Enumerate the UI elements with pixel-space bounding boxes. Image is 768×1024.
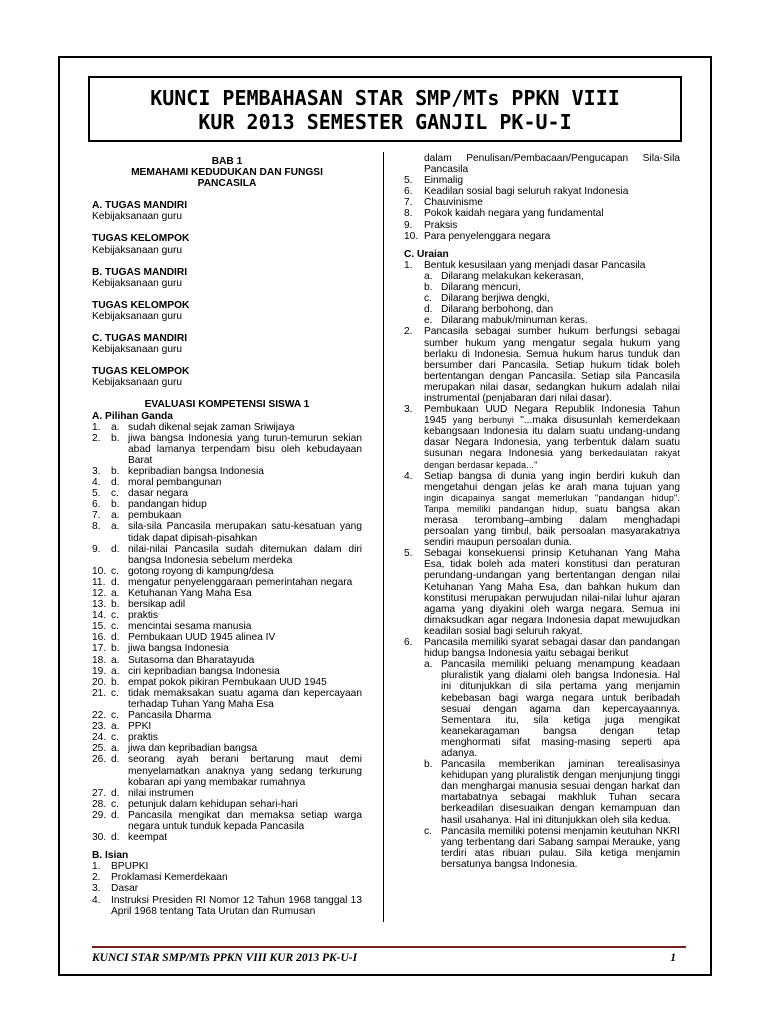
item-number: 30. xyxy=(92,832,107,844)
answer-text: bersikap adil xyxy=(128,599,186,611)
answer-letter: c. xyxy=(111,710,119,722)
item-number: 3. xyxy=(92,465,101,477)
title-line-2: KUR 2013 SEMESTER GANJIL PK-U-I xyxy=(198,110,572,134)
sub-text: Dilarang melakukan kekerasan, xyxy=(441,270,584,282)
pilihan-ganda-heading: A. Pilihan Ganda xyxy=(92,410,173,422)
answer-text: BPUPKI xyxy=(111,861,149,873)
answer-text: Chauvinisme xyxy=(424,197,483,209)
item-number: 3. xyxy=(92,883,101,895)
list-item xyxy=(92,883,362,894)
answer-text: moral pembangunan xyxy=(128,477,222,489)
answer-text: sudah dikenal sejak zaman Sriwijaya xyxy=(128,421,295,433)
list-item xyxy=(92,588,362,599)
uraian-item-1: 1. Bentuk kesusilaan yang menjadi dasar Pancasila xyxy=(404,260,680,271)
sub-letter: c. xyxy=(424,825,432,837)
item-number: 18. xyxy=(92,654,107,666)
sub-letter: b. xyxy=(424,759,433,771)
evaluation-title: EVALUASI KOMPETENSI SISWA 1 xyxy=(144,399,310,411)
item-number: 7. xyxy=(404,197,413,209)
answer-letter: d. xyxy=(111,543,120,555)
item-number: 23. xyxy=(92,721,107,733)
item-number: 5. xyxy=(404,175,413,187)
answer-text: mengatur penyelenggaraan pemerintahan negara xyxy=(128,576,353,588)
list-item xyxy=(92,433,362,466)
list-item xyxy=(92,499,362,510)
section-text: Kebijaksanaan guru xyxy=(92,344,183,356)
sub-text: Pancasila memiliki potensi menjamin keutuhan NKRI yang terbentang dari Sabang sampai Merauke, yang terdiri atas ribuan pulau. Sila ketiga menjamin bersatunya bangsa Indonesia. xyxy=(441,825,680,870)
sub-text: Dilarang berjiwa dengki, xyxy=(441,293,550,305)
item-number: 9. xyxy=(92,543,101,555)
section-list xyxy=(92,200,362,388)
spacer xyxy=(92,355,362,366)
answer-letter: c. xyxy=(111,610,119,622)
bab-number: BAB 1 xyxy=(211,156,243,167)
title-box xyxy=(88,76,682,142)
item-number: 4. xyxy=(92,477,101,489)
answer-text: jiwa bangsa Indonesia xyxy=(128,643,229,655)
item-number: 25. xyxy=(92,743,107,755)
answer-text: kepribadian bangsa Indonesia xyxy=(128,465,264,477)
sub-text: Dilarang mabuk/minuman keras. xyxy=(441,315,588,327)
item-number: 11. xyxy=(92,576,106,588)
answer-text: Sutasoma dan Bharatayuda xyxy=(128,654,255,666)
item-number: 12. xyxy=(92,588,107,599)
sub-text: Dilarang berbohong, dan xyxy=(441,304,554,316)
answer-letter: c. xyxy=(111,732,119,744)
list-item xyxy=(404,826,680,870)
answer-text: petunjuk dalam kehidupan sehari-hari xyxy=(128,798,298,810)
section-heading: TUGAS KELOMPOK xyxy=(92,299,190,311)
isian-continuation: dalam Penulisan/Pembacaan/Pengucapan Sila-Sila Pancasila xyxy=(424,153,680,176)
answer-text: Instruksi Presiden RI Nomor 12 Tahun 1968 tanggal 13 April 1968 tentang Tata Urutan dan Rumusan xyxy=(111,894,362,917)
item-number: 6. xyxy=(404,186,413,198)
uraian-text: Pancasila memiliki syarat sebagai dasar dan pandangan hidup bangsa Indonesia yaitu sebagai berikut xyxy=(424,637,680,660)
answer-text: pandangan hidup xyxy=(128,499,207,511)
answer-letter: d. xyxy=(111,477,120,489)
item-number: 1. xyxy=(92,861,101,873)
answer-text: nilai instrumen xyxy=(128,787,194,799)
answer-text: empat pokok pikiran Pembukaan UUD 1945 xyxy=(128,676,327,688)
footer-rule xyxy=(92,946,686,948)
uraian-item-4: 4. Setiap bangsa di dunia yang ingin berdiri kukuh dan mengetahui dengan jelas ke arah mana tujuan yang ingin dicapainya sangat memerlukan "pandangan hidup". Tanpa memiliki pandangan hidup, suatu bangsa akan merasa terombang–ambing dalam menghadapi persoalan yang timbul, baik persoalan masyarakatnya sendiri maupun persoalan dunia. xyxy=(404,470,680,549)
item-number: 29. xyxy=(92,809,107,821)
footer-text: KUNCI STAR SMP/MTs PPKN VIII KUR 2013 PK-U-I xyxy=(92,952,358,964)
answer-text: seorang ayah berani bertarung maut demi menyelamatkan anaknya yang sedang terkurung kobaran api yang membakar rumahnya xyxy=(128,754,362,788)
uraian-text: Sebagai konsekuensi prinsip Ketuhanan Yang Maha Esa, tidak boleh ada materi konstitusi dan peraturan perundang-undangan yang bertentangan dengan nilai Ketuhanan Yang Maha Esa, dan bahkan hukum dan konstitusi merupakan perwujudan nilai-nilai luhur ajaran agama yang diyakini oleh warga negara. Semua ini dimaksudkan agar negara Indonesia dapat mewujudkan keadilan sosial bagi seluruh rakyat. xyxy=(424,548,680,637)
bab-title-1: MEMAHAMI KEDUDUKAN DAN FUNGSI xyxy=(131,167,323,179)
list-item xyxy=(92,799,362,810)
uraian-1-sublist xyxy=(404,271,680,326)
answer-letter: b. xyxy=(111,465,120,477)
list-item xyxy=(404,271,680,282)
left-column xyxy=(92,156,362,917)
list-item xyxy=(404,759,680,826)
list-item xyxy=(404,220,680,231)
answer-text: jiwa dan kepribadian bangsa xyxy=(128,743,258,755)
item-number: 15. xyxy=(92,621,107,633)
uraian-item-2: 2. Pancasila sebagai sumber hukum berfungsi sebagai sumber hukum yang mengatur segala hukum yang berlaku di Indonesia. Semua hukum harus tunduk dan bersumber dari Pancasila. Setiap hukum tidak boleh bertentangan dengan Pancasila. Setiap sila Pancasila merupakan nilai dasar, sedangkan hukum adalah nilai instrumental (penjabaran dari nilai dasar). xyxy=(404,326,680,404)
right-column xyxy=(404,153,680,870)
sub-letter: d. xyxy=(424,304,433,316)
list-item xyxy=(92,566,362,577)
spacer xyxy=(92,843,362,850)
answer-text: Einmalig xyxy=(424,175,464,187)
list-item xyxy=(92,632,362,643)
list-item xyxy=(92,754,362,787)
list-item xyxy=(92,655,362,666)
list-item xyxy=(92,544,362,566)
answer-text: Proklamasi Kemerdekaan xyxy=(111,872,228,884)
list-item xyxy=(404,659,680,759)
answer-text: jiwa bangsa Indonesia yang turun-temurun sekian abad lamanya terpendam bisu oleh kebudayaan Barat xyxy=(128,432,362,466)
list-item xyxy=(92,688,362,710)
item-number: 13. xyxy=(92,599,107,611)
list-item xyxy=(92,510,362,521)
answer-letter: c. xyxy=(111,565,119,577)
answer-letter: c. xyxy=(111,488,119,500)
list-item xyxy=(92,832,362,843)
spacer xyxy=(92,322,362,333)
item-number: 6. xyxy=(92,499,101,511)
uraian-item-5: 5. Sebagai konsekuensi prinsip Ketuhanan Yang Maha Esa, tidak boleh ada materi konstitusi dan peraturan perundang-undangan yang bertentangan dengan nilai Ketuhanan Yang Maha Esa, dan bahkan hukum dan konstitusi merupakan perwujudan nilai-nilai luhur ajaran agama yang diyakini oleh warga negara. Semua ini dimaksudkan agar negara Indonesia dapat mewujudkan keadilan sosial bagi seluruh rakyat. xyxy=(404,548,680,637)
answer-text: ciri kepribadian bangsa Indonesia xyxy=(128,665,280,677)
uraian-text: Bentuk kesusilaan yang menjadi dasar Pancasila xyxy=(424,259,646,271)
uraian-item-6: 6. Pancasila memiliki syarat sebagai dasar dan pandangan hidup bangsa Indonesia yaitu sebagai berikut xyxy=(404,637,680,660)
isian-list xyxy=(92,861,362,916)
list-item xyxy=(92,743,362,754)
section-text: Kebijaksanaan guru xyxy=(92,310,183,322)
uraian-6-sublist xyxy=(404,659,680,870)
answer-text: gotong royong di kampung/desa xyxy=(128,565,274,577)
column-divider xyxy=(383,152,384,922)
answer-letter: a. xyxy=(111,510,120,522)
answer-text: nilai-nilai Pancasila sudah ditemukan dalam diri bangsa Indonesia sebelum merdeka xyxy=(128,543,362,566)
answer-text: Pancasila Dharma xyxy=(128,710,212,722)
list-item xyxy=(92,599,362,610)
answer-letter: c. xyxy=(111,621,119,633)
sub-letter: c. xyxy=(424,293,432,305)
answer-text: tidak memaksakan suatu agama dan kepercayaan terhadap Tuhan Yang Maha Esa xyxy=(128,687,362,710)
list-item xyxy=(92,621,362,632)
answer-text: Pancasila mengikat dan memaksa setiap warga negara untuk tunduk kepada Pancasila xyxy=(128,809,362,832)
answer-text: Keadilan sosial bagi seluruh rakyat Indonesia xyxy=(424,186,629,198)
answer-letter: b. xyxy=(111,643,120,655)
answer-text: Para penyelenggara negara xyxy=(424,230,551,242)
item-number: 17. xyxy=(92,643,107,655)
list-item xyxy=(404,315,680,326)
item-number: 14. xyxy=(92,610,107,622)
list-item xyxy=(92,643,362,654)
answer-letter: b. xyxy=(111,676,120,688)
list-item xyxy=(92,872,362,883)
sub-text: Pancasila memberikan jaminan terealisasinya kehidupan yang pluralistik dengan menjunjung tinggi dan menghargai manusia sesuai dengan harkat dan martabatnya sebagai makhluk Tuhan secara berkeadilan disesuaikan dengan kemampuan dan hasil usahanya. Hal ini ditunjukkan oleh sila kedua. xyxy=(441,759,680,826)
list-item xyxy=(92,577,362,588)
sub-letter: e. xyxy=(424,315,433,327)
list-item xyxy=(92,861,362,872)
answer-text: praktis xyxy=(128,610,159,622)
answer-text: dasar negara xyxy=(128,488,189,500)
item-number: 4. xyxy=(92,894,101,906)
answer-text: Ketuhanan Yang Maha Esa xyxy=(128,588,252,599)
page-number: 1 xyxy=(670,952,676,964)
section-text: Kebijaksanaan guru xyxy=(92,244,183,256)
sub-letter: a. xyxy=(424,659,433,671)
item-number: 1. xyxy=(92,421,101,433)
answer-letter: c. xyxy=(111,798,119,810)
answer-letter: a. xyxy=(111,521,120,533)
spacer xyxy=(92,388,362,399)
item-number: 9. xyxy=(404,219,413,231)
title-line-1: KUNCI PEMBAHASAN STAR SMP/MTs PPKN VIII xyxy=(150,86,620,110)
section-heading: A. TUGAS MANDIRI xyxy=(92,200,188,212)
answer-text: Praksis xyxy=(424,219,458,231)
item-number: 8. xyxy=(92,521,101,533)
answer-letter: d. xyxy=(111,787,120,799)
uraian-text: Pembukaan UUD Negara Republik Indonesia Tahun 1945 yang berbunyi "...maka disusunlah kemerdekaan kebangsaan Indonesia itu dalam suatu undang-undang dasar Negara Indonesia, yang terbentuk dalam suatu susunan negara Indonesia yang berkedaulatan rakyat dengan berdasar kepada..." xyxy=(424,404,680,470)
list-item xyxy=(404,231,680,242)
list-item xyxy=(92,677,362,688)
list-item xyxy=(404,197,680,208)
item-number: 7. xyxy=(92,510,101,522)
list-item xyxy=(404,175,680,186)
answer-letter: a. xyxy=(111,654,120,666)
answer-text: praktis xyxy=(128,732,159,744)
list-item xyxy=(404,208,680,219)
uraian-heading: C. Uraian xyxy=(404,248,449,260)
answer-letter: a. xyxy=(111,588,120,599)
section-heading: TUGAS KELOMPOK xyxy=(92,233,190,245)
spacer xyxy=(92,189,362,200)
sub-letter: b. xyxy=(424,282,433,294)
item-number: 20. xyxy=(92,676,107,688)
section-text: Kebijaksanaan guru xyxy=(92,277,183,289)
list-item xyxy=(404,282,680,293)
list-item xyxy=(404,304,680,315)
sub-text: Pancasila memiliki peluang menampung keadaan pluralistik yang dialami oleh bangsa Indonesia. Hal ini ditunjukkan di sila pertama yang menjamin kebebasan bagi warga negara untuk beribadah sesuai dengan agama dan kepercayaannya. Sementara itu, sila ketiga juga mengikat keanekaragaman bangsa dengan tetap menghormati sifat masing-masing seperti apa adanya. xyxy=(441,659,680,759)
list-item xyxy=(92,477,362,488)
list-item xyxy=(92,521,362,543)
item-number: 27. xyxy=(92,787,107,799)
bab-title-2: PANCASILA xyxy=(197,178,257,190)
item-number: 22. xyxy=(92,710,107,722)
list-item xyxy=(92,895,362,917)
answer-letter: b. xyxy=(111,599,120,611)
spacer xyxy=(92,289,362,300)
answer-text: Dasar xyxy=(111,883,139,895)
answer-letter: a. xyxy=(111,743,120,755)
section-heading: B. TUGAS MANDIRI xyxy=(92,266,188,278)
uraian-item-3: 3. Pembukaan UUD Negara Republik Indonesia Tahun 1945 yang berbunyi "...maka disusunlah kemerdekaan kebangsaan Indonesia itu dalam suatu undang-undang dasar Negara Indonesia, yang terbentuk dalam suatu susunan negara Indonesia yang berkedaulatan rakyat dengan berdasar kepada..." xyxy=(404,404,680,470)
item-number: 28. xyxy=(92,798,107,810)
spacer xyxy=(92,222,362,233)
answer-text: Pembukaan UUD 1945 alinea IV xyxy=(128,632,276,644)
list-item xyxy=(92,710,362,721)
section-heading: C. TUGAS MANDIRI xyxy=(92,333,188,345)
section-heading: TUGAS KELOMPOK xyxy=(92,366,190,378)
answer-letter: b. xyxy=(111,432,120,444)
item-number: 10. xyxy=(92,565,107,577)
item-number: 19. xyxy=(92,665,107,677)
multiple-choice-list xyxy=(92,422,362,844)
answer-letter: a. xyxy=(111,721,120,733)
answer-letter: d. xyxy=(111,754,120,766)
list-item xyxy=(92,488,362,499)
isian-list-continued xyxy=(404,175,680,242)
spacer xyxy=(404,242,680,249)
list-item xyxy=(92,810,362,832)
item-number: 26. xyxy=(92,754,107,766)
item-number: 16. xyxy=(92,632,107,644)
item-number: 8. xyxy=(404,208,413,220)
list-item xyxy=(92,466,362,477)
sub-text: Dilarang mencuri, xyxy=(441,282,521,294)
answer-letter: b. xyxy=(111,499,120,511)
list-item xyxy=(92,610,362,621)
answer-letter: c. xyxy=(111,687,119,699)
item-number: 10. xyxy=(404,230,419,242)
answer-text: PPKI xyxy=(128,721,152,733)
list-item xyxy=(92,721,362,732)
list-item xyxy=(404,153,680,175)
list-item xyxy=(92,788,362,799)
answer-letter: d. xyxy=(111,576,120,588)
item-number: 2. xyxy=(92,872,101,884)
page-footer xyxy=(92,952,682,964)
answer-text: pembukaan xyxy=(128,510,182,522)
answer-letter: d. xyxy=(111,832,120,844)
isian-heading: B. Isian xyxy=(92,850,129,862)
item-number: 5. xyxy=(92,488,101,500)
answer-letter: a. xyxy=(111,421,120,433)
item-number: 24. xyxy=(92,732,107,744)
list-item xyxy=(92,666,362,677)
sub-letter: a. xyxy=(424,270,433,282)
answer-letter: d. xyxy=(111,632,120,644)
uraian-text: Setiap bangsa di dunia yang ingin berdiri kukuh dan mengetahui dengan jelas ke arah mana tujuan yang ingin dicapainya sangat memerlukan "pandangan hidup". Tanpa memiliki pandangan hidup, suatu bangsa akan merasa terombang–ambing dalam menghadapi persoalan yang timbul, baik persoalan masyarakatnya sendiri maupun persoalan dunia. xyxy=(424,470,680,549)
section-text: Kebijaksanaan guru xyxy=(92,211,183,223)
section-text: Kebijaksanaan guru xyxy=(92,377,183,389)
answer-letter: d. xyxy=(111,809,120,821)
answer-text: Pokok kaidah negara yang fundamental xyxy=(424,208,604,220)
answer-text: mencintai sesama manusia xyxy=(128,621,252,633)
uraian-text: Pancasila sebagai sumber hukum berfungsi sebagai sumber hukum yang mengatur segala hukum yang berlaku di Indonesia. Semua hukum harus tunduk dan bersumber dari Pancasila. Setiap hukum tidak boleh bertentangan dengan Pancasila. Setiap sila Pancasila merupakan nilai dasar, sedangkan hukum adalah nilai instrumental (penjabaran dari nilai dasar). xyxy=(424,326,680,404)
list-item xyxy=(92,422,362,433)
list-item xyxy=(404,186,680,197)
answer-text: sila-sila Pancasila merupakan satu-kesatuan yang tidak dapat dipisah-pisahkan xyxy=(128,521,362,544)
list-item xyxy=(92,732,362,743)
item-number: 21. xyxy=(92,687,107,699)
answer-text: keempat xyxy=(128,832,168,844)
spacer xyxy=(92,256,362,267)
list-item xyxy=(404,293,680,304)
item-number: 2. xyxy=(92,432,101,444)
answer-letter: a. xyxy=(111,665,120,677)
